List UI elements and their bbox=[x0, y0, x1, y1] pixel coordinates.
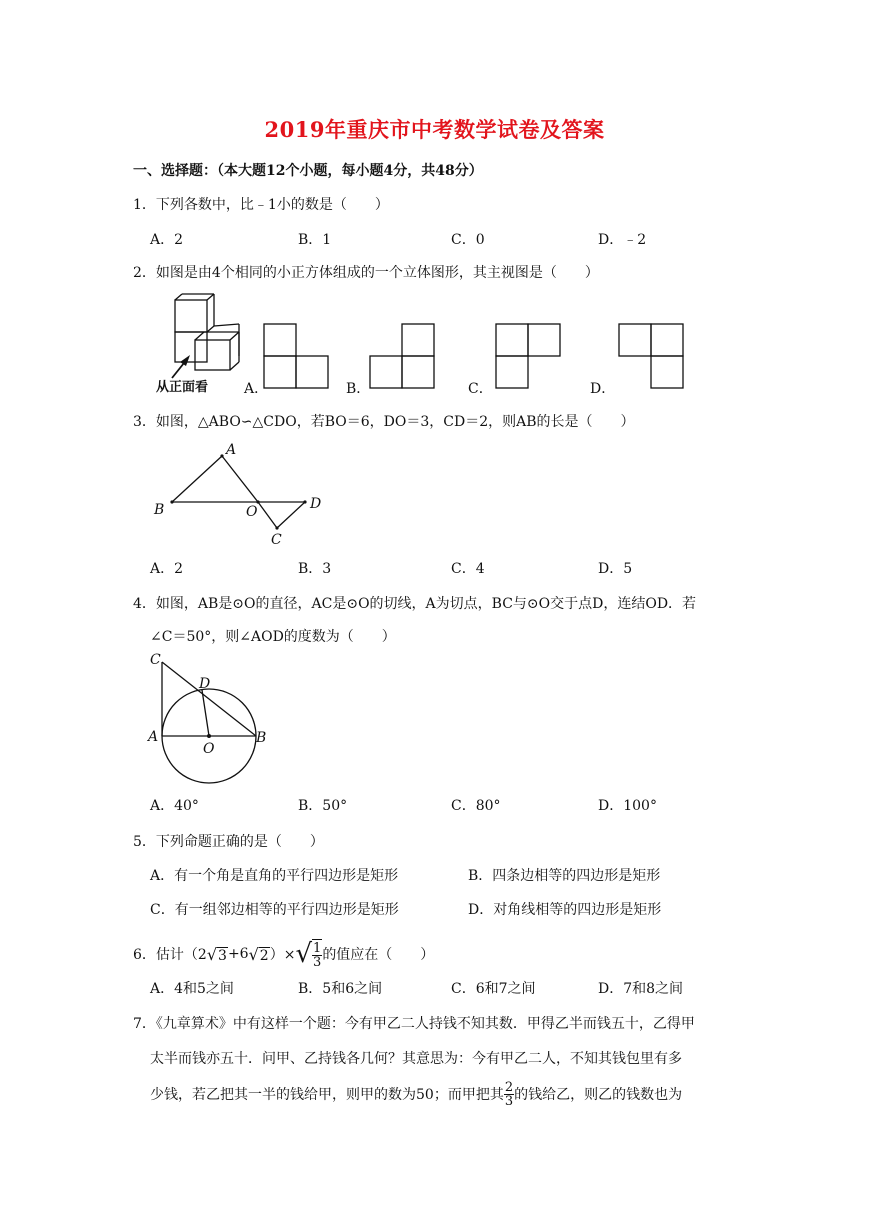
q4-point-a: A bbox=[148, 729, 159, 745]
q2-option-d: D． bbox=[590, 381, 616, 397]
q1-option-b: B．1 bbox=[298, 232, 332, 248]
q7-fraction: $\frac{2}{3}$ bbox=[504, 1079, 514, 1109]
q6-option-c: C．6和7之间 bbox=[451, 981, 536, 997]
q3-stem: 3．如图，△ABO∽△CDO，若BO＝6，DO＝3，CD＝2，则AB的长是（ ） bbox=[133, 414, 635, 430]
q7-line3 bbox=[150, 1074, 682, 1114]
q2-view-label: 从正面看 bbox=[156, 380, 209, 395]
q2-option-c-figure bbox=[496, 324, 562, 390]
q3-option-d: D．5 bbox=[598, 561, 633, 577]
q2-option-d-figure bbox=[619, 324, 685, 390]
q6-suffix: 的值应在（ ） bbox=[322, 947, 435, 963]
q4-option-d: D．100° bbox=[598, 798, 657, 814]
q3-option-a: A．2 bbox=[150, 561, 184, 577]
q7-line2: 太半而钱亦五十．问甲、乙持钱各几何？其意思为：今有甲乙二人，不知其钱包里有多 bbox=[150, 1051, 682, 1067]
q2-option-b-figure bbox=[370, 324, 436, 390]
q1-stem: 1．下列各数中，比﹣1小的数是（ ） bbox=[133, 197, 389, 213]
q4-point-d: D bbox=[199, 676, 211, 692]
q6-sqrt-2: √ 2 bbox=[248, 944, 269, 964]
q4-stem-line1: 4．如图，AB是⊙O的直径，AC是⊙O的切线，A为切点，BC与⊙O交于点D，连结OD．若 bbox=[133, 596, 697, 612]
q4-circle-figure bbox=[148, 650, 278, 790]
q5-option-b: B．四条边相等的四边形是矩形 bbox=[468, 868, 661, 884]
q6-mid: +6 bbox=[227, 946, 249, 962]
q2-option-c: C． bbox=[468, 381, 493, 397]
q6-sqrt-3: √ 3 bbox=[206, 944, 227, 964]
q4-option-a: A．40° bbox=[150, 798, 199, 814]
q6-option-b: B．5和6之间 bbox=[298, 981, 383, 997]
q4-point-b: B bbox=[256, 730, 267, 746]
q2-option-b: B． bbox=[346, 381, 371, 397]
q3-point-d: D bbox=[310, 496, 322, 512]
q3-point-a: A bbox=[226, 442, 237, 458]
q2-option-a: A． bbox=[244, 381, 269, 397]
page-title: 2019年重庆市中考数学试卷及答案 bbox=[264, 117, 605, 142]
q1-option-a: A．2 bbox=[150, 232, 184, 248]
q5-stem: 5．下列命题正确的是（ ） bbox=[133, 834, 324, 850]
section-heading: 一、选择题：（本大题12个小题，每小题4分，共48分） bbox=[133, 163, 483, 179]
q4-option-c: C．80° bbox=[451, 798, 501, 814]
q3-triangle-figure bbox=[150, 440, 340, 550]
q5-option-d: D．对角线相等的四边形是矩形 bbox=[468, 902, 662, 918]
q3-point-c: C bbox=[271, 532, 282, 548]
q6-times: ）× bbox=[269, 947, 296, 963]
q6-prefix: 6．估计（2 bbox=[133, 947, 207, 963]
q3-point-b: B bbox=[154, 502, 165, 518]
q6-sqrt-frac: √ $\frac{1}{3}$ bbox=[295, 939, 322, 970]
q1-option-d: D．﹣2 bbox=[598, 232, 647, 248]
q3-point-o: O bbox=[246, 504, 258, 520]
q4-option-b: B．50° bbox=[298, 798, 348, 814]
q7-line1: 7．《九章算术》中有这样一个题：今有甲乙二人持钱不知其数．甲得乙半而钱五十，乙得甲 bbox=[133, 1016, 695, 1032]
q4-point-o: O bbox=[203, 741, 215, 757]
q3-option-b: B．3 bbox=[298, 561, 332, 577]
q7-line3-a: 少钱，若乙把其一半的钱给甲，则甲的数为50；而甲把其 bbox=[150, 1087, 504, 1103]
q4-stem-line2: ∠C＝50°，则∠AOD的度数为（ ） bbox=[150, 629, 396, 645]
q5-option-c: C．有一组邻边相等的平行四边形是矩形 bbox=[150, 902, 399, 918]
q7-line3-b: 的钱给乙，则乙的钱数也为 bbox=[514, 1087, 683, 1103]
q6-option-a: A．4和5之间 bbox=[150, 981, 234, 997]
q5-option-a: A．有一个角是直角的平行四边形是矩形 bbox=[150, 868, 399, 884]
q1-option-c: C．0 bbox=[451, 232, 485, 248]
q4-point-c: C bbox=[150, 652, 161, 668]
q6-stem bbox=[133, 934, 434, 974]
q6-option-d: D．7和8之间 bbox=[598, 981, 684, 997]
q3-option-c: C．4 bbox=[451, 561, 485, 577]
q2-stem: 2．如图是由4个相同的小正方体组成的一个立体图形，其主视图是（ ） bbox=[133, 265, 599, 281]
q2-option-a-figure bbox=[264, 324, 330, 390]
